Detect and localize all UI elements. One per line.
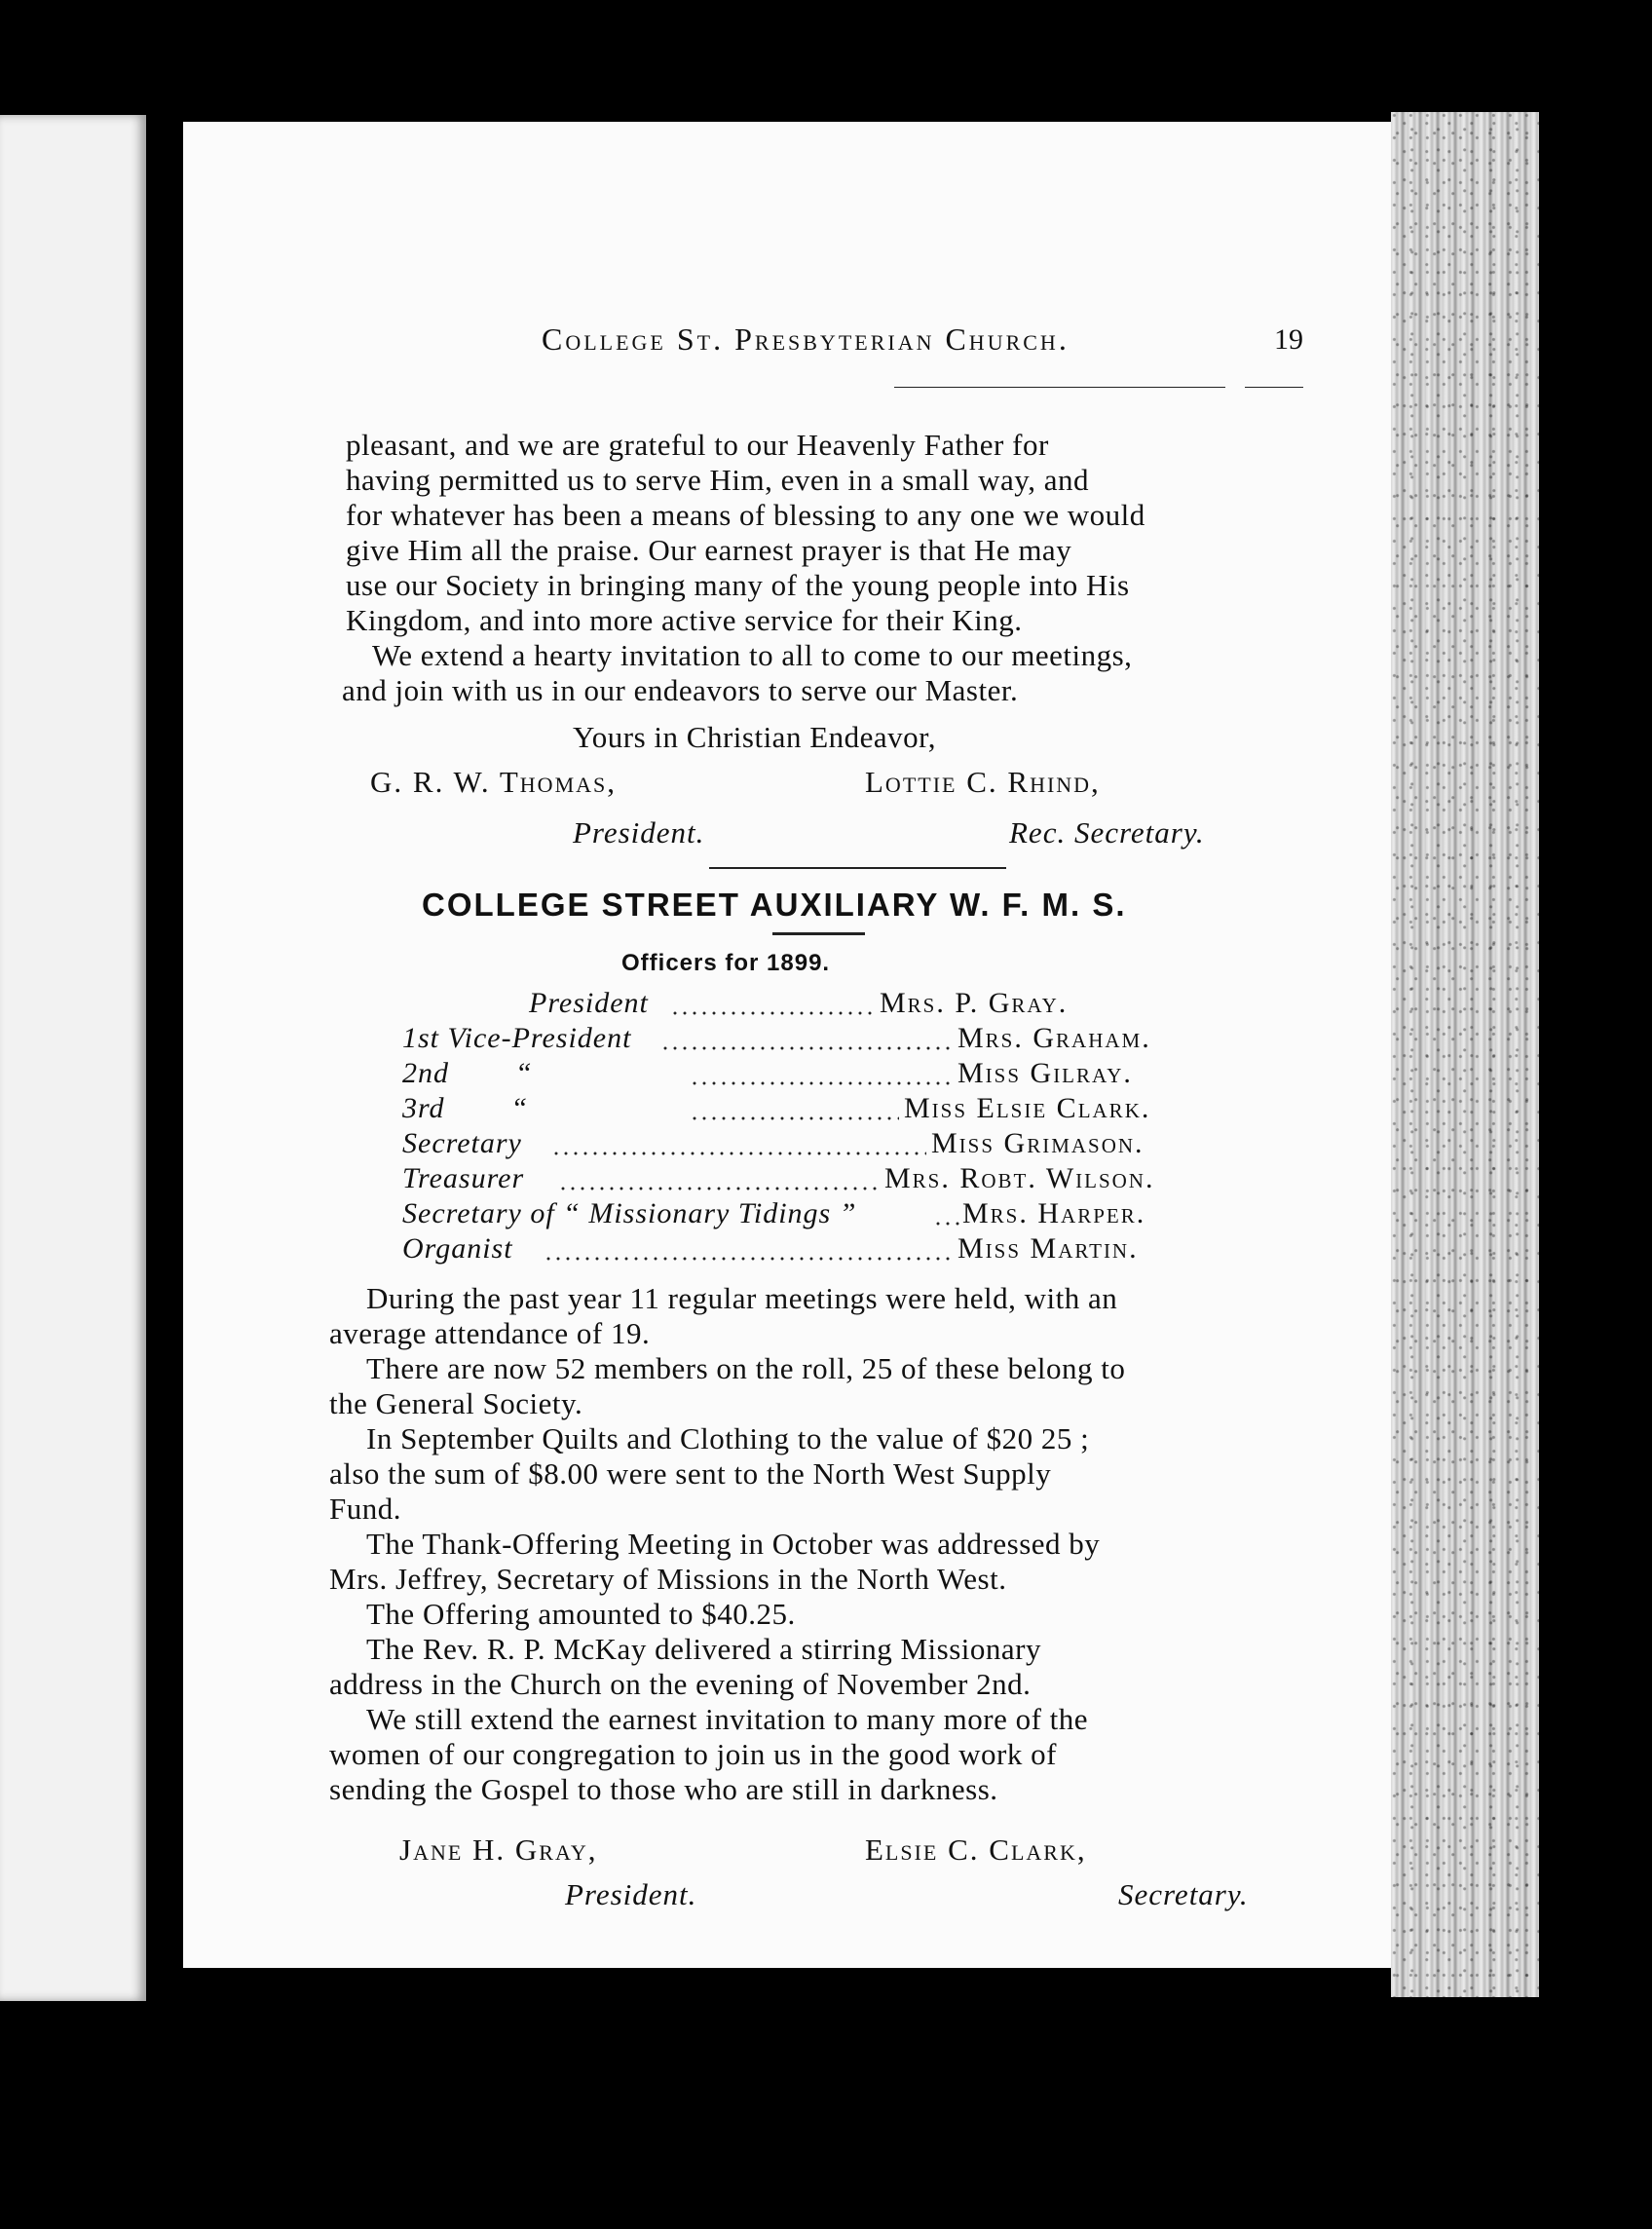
officer-role: Secretary of “ Missionary Tidings ” bbox=[402, 1197, 857, 1229]
leader-dots bbox=[933, 1197, 960, 1228]
wfms-line-7: Fund. bbox=[329, 1492, 401, 1526]
officer-row bbox=[183, 1127, 1391, 1162]
leader-dots bbox=[690, 1057, 953, 1088]
officer-name: Miss Elsie Clark. bbox=[904, 1092, 1151, 1124]
heading-underline bbox=[772, 932, 865, 935]
ce-signer-left-name: G. R. W. Thomas, bbox=[370, 765, 618, 799]
wfms-line-6: also the sum of $8.00 were sent to the North West Supply bbox=[329, 1456, 1052, 1491]
officer-row bbox=[183, 987, 1391, 1022]
wfms-heading: COLLEGE STREET AUXILIARY W. F. M. S. bbox=[422, 887, 1127, 923]
officer-role: President bbox=[529, 987, 649, 1019]
section-divider bbox=[709, 867, 1006, 869]
officer-row bbox=[183, 1232, 1391, 1267]
ce-signer-right-name: Lottie C. Rhind, bbox=[865, 765, 1101, 799]
wfms-signer-right-name: Elsie C. Clark, bbox=[865, 1832, 1087, 1867]
wfms-line-1: During the past year 11 regular meetings were held, with an bbox=[366, 1281, 1118, 1315]
leader-dots bbox=[670, 987, 875, 1018]
book-page-edges bbox=[1391, 112, 1539, 1997]
wfms-line-11: The Rev. R. P. McKay delivered a stirring Missionary bbox=[366, 1632, 1041, 1666]
officer-name: Miss Gilray. bbox=[957, 1057, 1133, 1089]
officer-role: Secretary bbox=[402, 1127, 522, 1159]
wfms-signer-left-title: President. bbox=[565, 1877, 697, 1911]
officer-role: Organist bbox=[402, 1232, 513, 1265]
officer-role: 1st Vice-President bbox=[402, 1022, 632, 1054]
wfms-line-8: The Thank-Offering Meeting in October was addressed by bbox=[366, 1527, 1101, 1561]
ce-line-7: We extend a hearty invitation to all to come to our meetings, bbox=[372, 638, 1133, 672]
ce-line-4: give Him all the praise. Our earnest prayer is that He may bbox=[346, 533, 1072, 567]
wfms-line-14: women of our congregation to join us in the good work of bbox=[329, 1737, 1057, 1771]
wfms-line-9: Mrs. Jeffrey, Secretary of Missions in the North West. bbox=[329, 1562, 1007, 1596]
wfms-line-12: address in the Church on the evening of November 2nd. bbox=[329, 1667, 1032, 1701]
ce-signer-right-title: Rec. Secretary. bbox=[1009, 815, 1205, 850]
wfms-signer-right-title: Secretary. bbox=[1118, 1877, 1249, 1911]
officer-row bbox=[183, 1162, 1391, 1197]
officer-role: 3rd “ bbox=[402, 1092, 529, 1124]
wfms-line-15: sending the Gospel to those who are still in darkness. bbox=[329, 1772, 998, 1806]
officer-row bbox=[183, 1197, 1391, 1232]
leader-dots bbox=[544, 1232, 953, 1264]
officer-role: 2nd “ bbox=[402, 1057, 533, 1089]
leader-dots bbox=[558, 1162, 880, 1193]
leader-dots bbox=[690, 1092, 899, 1123]
wfms-line-4: the General Society. bbox=[329, 1386, 583, 1420]
ce-line-6: Kingdom, and into more active service for their King. bbox=[346, 603, 1023, 637]
ce-line-3: for whatever has been a means of blessing to any one we would bbox=[346, 498, 1145, 532]
ce-line-8: and join with us in our endeavors to serve our Master. bbox=[342, 673, 1019, 707]
officer-name: Mrs. Graham. bbox=[957, 1022, 1151, 1054]
page-number: 19 bbox=[1274, 323, 1303, 356]
leader-dots bbox=[660, 1022, 953, 1053]
wfms-line-3: There are now 52 members on the roll, 25 of these belong to bbox=[366, 1351, 1126, 1385]
wfms-line-5: In September Quilts and Clothing to the value of $20 25 ; bbox=[366, 1421, 1090, 1455]
ce-line-1: pleasant, and we are grateful to our Heavenly Father for bbox=[346, 428, 1049, 462]
header-rule bbox=[894, 387, 1225, 388]
officer-row bbox=[183, 1057, 1391, 1092]
ce-line-5: use our Society in bringing many of the young people into His bbox=[346, 568, 1130, 602]
officer-name: Mrs. Robt. Wilson. bbox=[884, 1162, 1155, 1194]
ce-signer-left-title: President. bbox=[573, 815, 705, 850]
officer-name: Mrs. P. Gray. bbox=[880, 987, 1069, 1019]
leader-dots bbox=[551, 1127, 926, 1158]
wfms-signer-left-name: Jane H. Gray, bbox=[399, 1832, 598, 1867]
header-rule-short bbox=[1245, 387, 1303, 388]
facing-page bbox=[0, 115, 146, 2001]
wfms-line-13: We still extend the earnest invitation to many more of the bbox=[366, 1702, 1089, 1736]
wfms-line-2: average attendance of 19. bbox=[329, 1316, 651, 1350]
officer-role: Treasurer bbox=[402, 1162, 525, 1194]
ce-line-2: having permitted us to serve Him, even in a small way, and bbox=[346, 463, 1090, 497]
officers-subheading: Officers for 1899. bbox=[621, 950, 831, 976]
officer-row bbox=[183, 1092, 1391, 1127]
officer-name: Mrs. Harper. bbox=[962, 1197, 1146, 1229]
wfms-line-10: The Offering amounted to $40.25. bbox=[366, 1597, 796, 1631]
ce-closing: Yours in Christian Endeavor, bbox=[573, 720, 936, 754]
book-page bbox=[183, 122, 1391, 1968]
officer-row bbox=[183, 1022, 1391, 1057]
officer-name: Miss Martin. bbox=[957, 1232, 1139, 1265]
officer-name: Miss Grimason. bbox=[931, 1127, 1145, 1159]
running-header-title: College St. Presbyterian Church. bbox=[542, 321, 1070, 357]
